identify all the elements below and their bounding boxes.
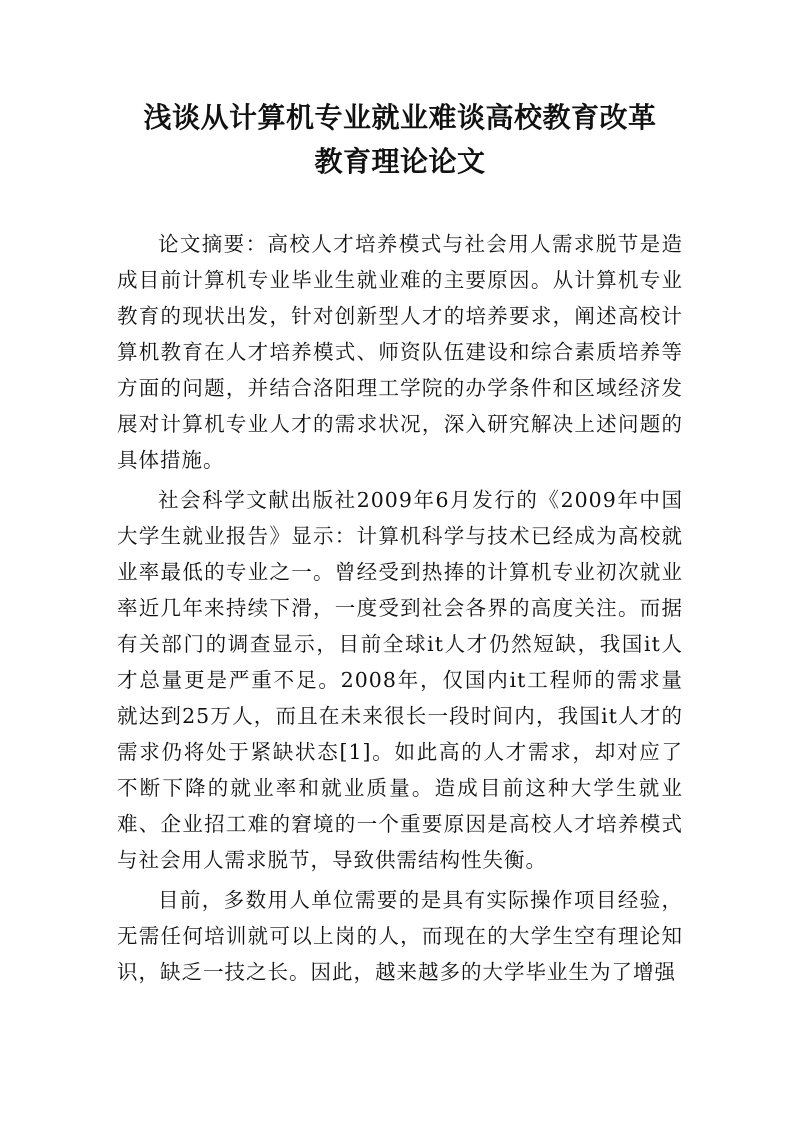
title-line-2: 教育理论论文: [314, 145, 486, 178]
body-paragraph-employers: 目前，多数用人单位需要的是具有实际操作项目经验，无需任何培训就可以上岗的人，而现在的大学生空有理论知识，缺乏一技之长。因此，越来越多的大学毕业生为了增强: [117, 888, 683, 984]
document-body: [117, 226, 683, 994]
document-title: [80, 96, 720, 184]
body-paragraph-report: 社会科学文献出版社2009年6月发行的《2009年中国大学生就业报告》显示：计算机科学与技术已经成为高校就业率最低的专业之一。曾经受到热捧的计算机专业初次就业率近几年来持续下滑，一度受到社会各界的高度关注。而据有关部门的调查显示，目前全球it人才仍然短缺，我国it人才总量更是严重不足。2008年，仅国内it工程师的需求量就达到25万人，而且在未来很长一段时间内，我国it人才的需求仍将处于紧缺状态[1]。如此高的人才需求，却对应了不断下降的就业率和就业质量。造成目前这种大学生就业难、企业招工难的窘境的一个重要原因是高校人才培养模式与社会用人需求脱节，导致供需结构性失衡。: [117, 488, 683, 872]
title-line-1: 浅谈从计算机专业就业难谈高校教育改革: [143, 101, 657, 134]
abstract-paragraph: 论文摘要：高校人才培养模式与社会用人需求脱节是造成目前计算机专业毕业生就业难的主要原因。从计算机专业教育的现状出发，针对创新型人才的培养要求，阐述高校计算机教育在人才培养模式、师资队伍建设和综合素质培养等方面的问题，并结合洛阳理工学院的办学条件和区域经济发展对计算机专业人才的需求状况，深入研究解决上述问题的具体措施。: [117, 232, 683, 472]
